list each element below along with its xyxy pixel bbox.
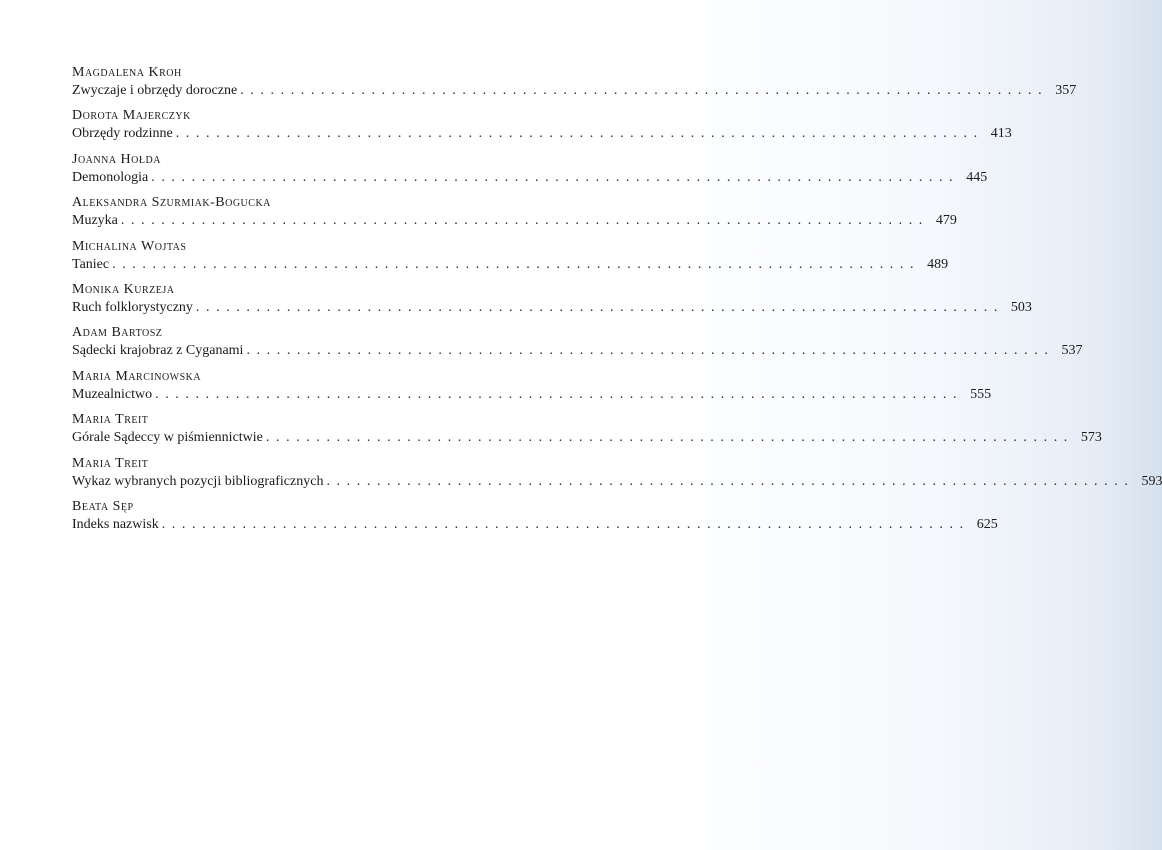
- table-of-contents: [72, 64, 1162, 541]
- toc-author: Maria Treit: [72, 412, 149, 428]
- toc-line: [72, 342, 1083, 360]
- dot-leader: ................................................................................: [175, 126, 984, 142]
- toc-title: Demonologia: [72, 169, 149, 185]
- toc-line: [72, 473, 1162, 491]
- toc-line: [72, 125, 1012, 143]
- toc-title: Wykaz wybranych pozycji bibliograficznych: [72, 473, 324, 489]
- toc-page-number: 479: [935, 213, 957, 229]
- toc-line: [72, 429, 1102, 447]
- dot-leader: ................................................................................: [246, 343, 1055, 359]
- toc-entry: [72, 194, 957, 237]
- dot-leader: ................................................................................: [120, 213, 929, 229]
- toc-title: Obrzędy rodzinne: [72, 126, 173, 142]
- toc-line: [72, 516, 998, 534]
- toc-page-number: 445: [966, 169, 988, 185]
- dot-leader: ................................................................................: [265, 430, 1074, 446]
- toc-line: [72, 169, 988, 187]
- toc-author: Beata Sęp: [72, 498, 134, 514]
- toc-title: Ruch folklorystyczny: [72, 299, 193, 315]
- toc-title: Taniec: [72, 256, 110, 272]
- toc-line: [72, 299, 1032, 317]
- toc-entry: [72, 151, 988, 194]
- toc-author: Joanna Hołda: [72, 151, 161, 167]
- toc-author: Maria Marcinowska: [72, 368, 202, 384]
- toc-page-number: 537: [1061, 343, 1083, 359]
- toc-page-number: 489: [927, 256, 949, 272]
- toc-entry: [72, 324, 1083, 367]
- toc-page-number: 357: [1055, 83, 1077, 98]
- toc-line: [72, 256, 949, 274]
- toc-title: Muzyka: [72, 213, 118, 229]
- toc-title: Muzealnictwo: [72, 386, 153, 402]
- toc-entry: [72, 368, 992, 411]
- dot-leader: ................................................................................: [195, 299, 1004, 315]
- dot-leader: ................................................................................: [112, 256, 921, 272]
- toc-entry: [72, 411, 1102, 454]
- toc-entry: [72, 281, 1032, 324]
- dot-leader: ................................................................................: [240, 83, 1049, 98]
- toc-entry: [72, 107, 1012, 150]
- toc-page-number: 625: [976, 516, 998, 532]
- toc-line: [72, 82, 1077, 100]
- dot-leader: ................................................................................: [161, 516, 970, 532]
- toc-page-number: 573: [1080, 430, 1102, 446]
- toc-author: Adam Bartosz: [72, 325, 163, 341]
- toc-author: Dorota Majerczyk: [72, 108, 191, 124]
- dot-leader: ................................................................................: [326, 473, 1135, 489]
- toc-title: Indeks nazwisk: [72, 516, 159, 532]
- toc-entry: [72, 238, 949, 281]
- toc-page-number: 503: [1010, 299, 1032, 315]
- toc-author: Monika Kurzeja: [72, 281, 175, 297]
- toc-author: Maria Treit: [72, 455, 149, 471]
- toc-page-number: 593: [1141, 473, 1162, 489]
- toc-title: Sądecki krajobraz z Cyganami: [72, 343, 244, 359]
- toc-title: Zwyczaje i obrzędy doroczne: [72, 83, 238, 98]
- toc-author: Michalina Wojtas: [72, 238, 187, 254]
- toc-page-number: 413: [990, 126, 1012, 142]
- toc-author: Aleksandra Szurmiak-Bogucka: [72, 195, 271, 211]
- dot-leader: ................................................................................: [155, 386, 964, 402]
- toc-entry: [72, 455, 1162, 498]
- toc-line: [72, 386, 992, 404]
- toc-line: [72, 212, 957, 230]
- toc-author: Magdalena Kroh: [72, 65, 182, 80]
- dot-leader: ................................................................................: [151, 169, 960, 185]
- toc-entry: [72, 64, 1077, 107]
- toc-page-number: 555: [970, 386, 992, 402]
- toc-title: Górale Sądeccy w piśmiennictwie: [72, 430, 263, 446]
- toc-entry: [72, 498, 998, 541]
